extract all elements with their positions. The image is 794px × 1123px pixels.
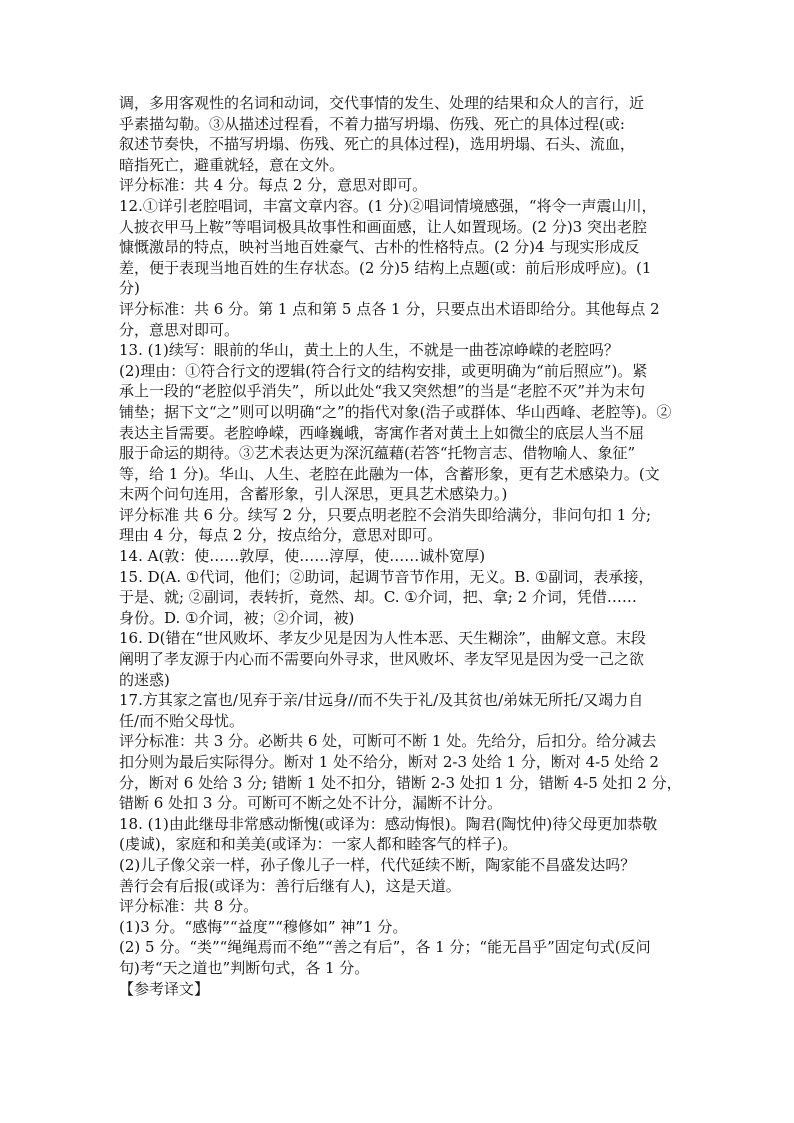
text-line: 末两个问句连用，含蓄形象，引人深思，更具艺术感染力。) xyxy=(119,485,508,504)
text-line: (虔诚)，家庭和和美美(或译为：一家人都和睦客气的样子)。 xyxy=(119,835,518,854)
text-line: 句)考“天之道也”判断句式，各 1 分。 xyxy=(119,958,370,977)
text-line: 16. D(错在“世风败坏、孝友少见是因为人性本恶、天生糊涂”，曲解文意。末段 xyxy=(119,629,646,648)
text-line: 调，多用客观性的名词和动词，交代事情的发生、处理的结果和众人的言行，近 xyxy=(119,94,645,112)
text-line: 14. A(敦：使……敦厚，使……淳厚，使……诚朴宽厚) xyxy=(119,547,486,566)
text-line: 等，给 1 分)。华山、人生、老腔在此融为一体，含蓄形象，更有艺术感染力。(文 xyxy=(119,464,660,483)
text-line: 评分标准：共 8 分。 xyxy=(119,897,259,916)
text-line: 于是、就; ②副词，表转折，竟然、却。C. ①介词，把、拿; 2 介词，凭借…… xyxy=(119,588,637,607)
text-line: 评分标准 共 6 分。续写 2 分，只要点明老腔不会消失即给满分，非问句扣 1 分; xyxy=(119,505,652,524)
text-line: 错断 6 处扣 3 分。可断可不断之处不计分，漏断不计分。 xyxy=(119,794,503,813)
text-line: 阐明了孝友源于内心而不需要向外寻求，世风败坏、孝友罕见是因为受一己之欲 xyxy=(119,650,645,669)
text-line: 承上一段的“老腔似乎消失”，所以此处“我又突然想”的当是“老腔不灭”并为末句 xyxy=(119,382,646,401)
text-line: 任/而不贻父母忧。 xyxy=(119,711,245,730)
text-line: (1)3 分。“感悔”“益度”“穆修如” 神”1 分。 xyxy=(119,917,408,936)
text-line: 13. (1)续写：眼前的华山，黄土上的人生，不就是一曲苍凉峥嵘的老腔吗？ xyxy=(119,341,619,360)
text-line: 的迷惑) xyxy=(119,670,170,689)
text-line: (2) 5 分。“类”“绳绳焉而不绝”“善之有后”，各 1 分；“能无昌乎”固定句式(反问 xyxy=(119,938,651,957)
text-line: 叙述节奏快，不描写坍塌、伤残、死亡的具体过程)，选用坍塌、石头、流血， xyxy=(119,135,635,154)
text-line: 表达主旨需要。老腔峥嵘，西峰巍峨，寄寓作者对黄土上如微尘的底层人当不屈 xyxy=(119,423,645,442)
text-line: 理由 4 分，每点 2 分，按点给分，意思对即可。 xyxy=(119,526,443,545)
text-line: (2)儿子像父亲一样，孙子像儿子一样，代代延续不断，陶家能不昌盛发达吗？ xyxy=(119,855,636,874)
text-line: 身份。D. ①介词，被；②介词，被) xyxy=(119,608,355,627)
text-line: 差，便于表现当地百姓的生存状态。(2 分)5 结构上点题(或：前后形成呼应)。(1 xyxy=(119,258,652,277)
text-line: 人披衣甲马上鞍”等唱词极具故事性和画面感，让人如置现场。(2 分)3 突出老腔 xyxy=(119,217,647,236)
text-line: 善行会有后报(或译为：善行后继有人)，这是天道。 xyxy=(119,876,461,895)
text-line: 分) xyxy=(119,279,140,298)
text-line: 15. D(A. ①代词，他们；②助词，起调节音节作用，无义。B. ①副词，表承接， xyxy=(119,567,654,586)
text-line: 铺垫；据下文“之”则可以明确“之”的指代对象(浩子或群体、华山西峰、老腔等)。② xyxy=(119,402,672,421)
text-line: 评分标准：共 3 分。必断共 6 处，可断可不断 1 处。先给分，后扣分。给分减去 xyxy=(119,732,657,751)
text-line: (2)理由：①符合行文的逻辑(符合行文的结构安排，或更明确为“前后照应”)。紧 xyxy=(119,361,648,380)
text-line: 分，意思对即可。 xyxy=(119,320,240,339)
text-line: 乎素描勾勒。③从描述过程看，不着力描写坍塌、伤残、死亡的具体过程(或: xyxy=(119,114,625,133)
text-line: 【参考译文】 xyxy=(119,979,210,998)
text-line: 17.方其家之富也/见弃于亲/甘远身//而不失于礼/及其贫也/弟妹无所托/又竭力自 xyxy=(119,691,644,710)
text-line: 慷慨激昂的特点，映衬当地百姓豪气、古朴的性格特点。(2 分)4 与现实形成反 xyxy=(119,238,640,257)
text-line: 分，断对 6 处给 3 分; 错断 1 处不扣分，错断 2-3 处扣 1 分，错断 4-5 处扣 2 分， xyxy=(119,773,682,792)
text-line: 扣分则为最后实际得分。断对 1 处不给分，断对 2-3 处给 1 分，断对 4-5 处给 2 xyxy=(119,753,659,771)
text-line: 暗指死亡，避重就轻，意在文外。 xyxy=(119,155,345,174)
text-line: 服于命运的期待。③艺术表达更为深沉蕴藉(若答“托物言志、借物喻人、象征” xyxy=(119,444,636,463)
answer-document xyxy=(119,93,699,999)
text-line: 12.①详引老腔唱词，丰富文章内容。(1 分)②唱词情境感强，“将令一声震山川， xyxy=(119,196,657,215)
text-line: 评分标准：共 6 分。第 1 点和第 5 点各 1 分，只要点出术语即给分。其他每点 2 xyxy=(119,299,660,318)
text-line: 18. (1)由此继母非常感动惭愧(或译为：感动悔恨)。陶君(陶忱仲)待父母更加恭敬 xyxy=(119,814,658,833)
text-line: 评分标准：共 4 分。每点 2 分，意思对即可。 xyxy=(119,176,428,195)
